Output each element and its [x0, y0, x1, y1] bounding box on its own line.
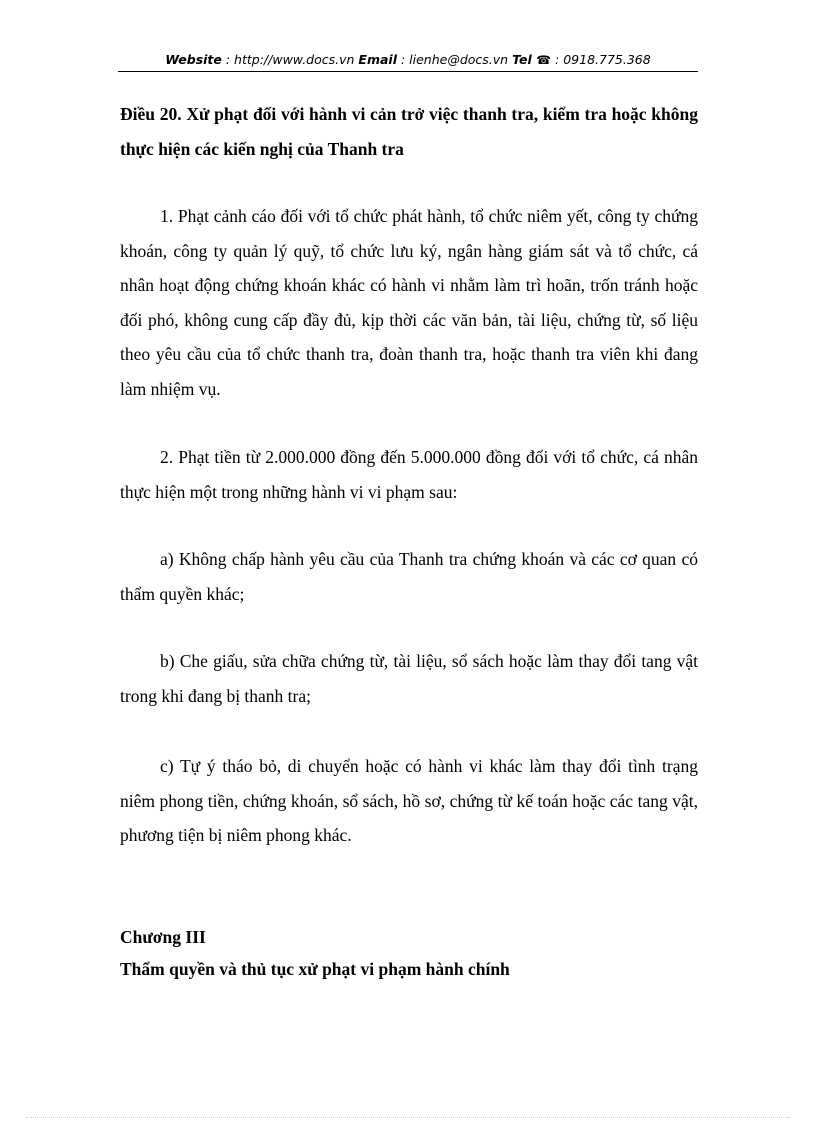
email-label: Email	[358, 52, 397, 67]
chapter-number: Chương III	[120, 927, 206, 947]
email-value: : lienhe@docs.vn	[397, 52, 513, 67]
point-b: b) Che giấu, sửa chữa chứng từ, tài liệu, sổ sách hoặc làm thay đổi tang vật trong khi đang bị thanh tra;	[120, 651, 698, 706]
article-title: Điều 20. Xử phạt đối với hành vi cản trở việc thanh tra, kiểm tra hoặc không thực hiện các kiến nghị của Thanh tra	[120, 104, 698, 159]
phone-icon: ☎	[536, 53, 552, 67]
point-a: a) Không chấp hành yêu cầu của Thanh tra chứng khoán và các cơ quan có thẩm quyền khác;	[120, 549, 698, 604]
point-c: c) Tự ý tháo bỏ, di chuyển hoặc có hành vi khác làm thay đổi tình trạng niêm phong tiền, chứng khoán, sổ sách, hồ sơ, chứng từ kế toán hoặc các tang vật, phương tiện bị niêm phong khác.	[120, 756, 698, 845]
page-header	[118, 50, 698, 72]
page-bottom-border	[26, 1117, 790, 1118]
clause-2: 2. Phạt tiền từ 2.000.000 đồng đến 5.000.000 đồng đối với tổ chức, cá nhân thực hiện một trong những hành vi vi phạm sau:	[120, 447, 698, 502]
website-label: Website	[165, 52, 222, 67]
chapter-title: Thẩm quyền và thủ tục xử phạt vi phạm hành chính	[120, 959, 510, 979]
tel-value: : 0918.775.368	[551, 52, 651, 67]
website-value: : http://www.docs.vn	[221, 52, 359, 67]
tel-label: Tel	[512, 52, 537, 67]
clause-1: 1. Phạt cảnh cáo đối với tổ chức phát hành, tổ chức niêm yết, công ty chứng khoán, công ty quản lý quỹ, tổ chức lưu ký, ngân hàng giám sát và tổ chức, cá nhân hoạt động chứng khoán khác có hành vi nhằm làm trì hoãn, trốn tránh hoặc đối phó, không cung cấp đầy đủ, kịp thời các văn bản, tài liệu, chứng từ, số liệu theo yêu cầu của tổ chức thanh tra, đoàn thanh tra, hoặc thanh tra viên khi đang làm nhiệm vụ.	[120, 206, 698, 399]
header-divider	[118, 71, 698, 72]
